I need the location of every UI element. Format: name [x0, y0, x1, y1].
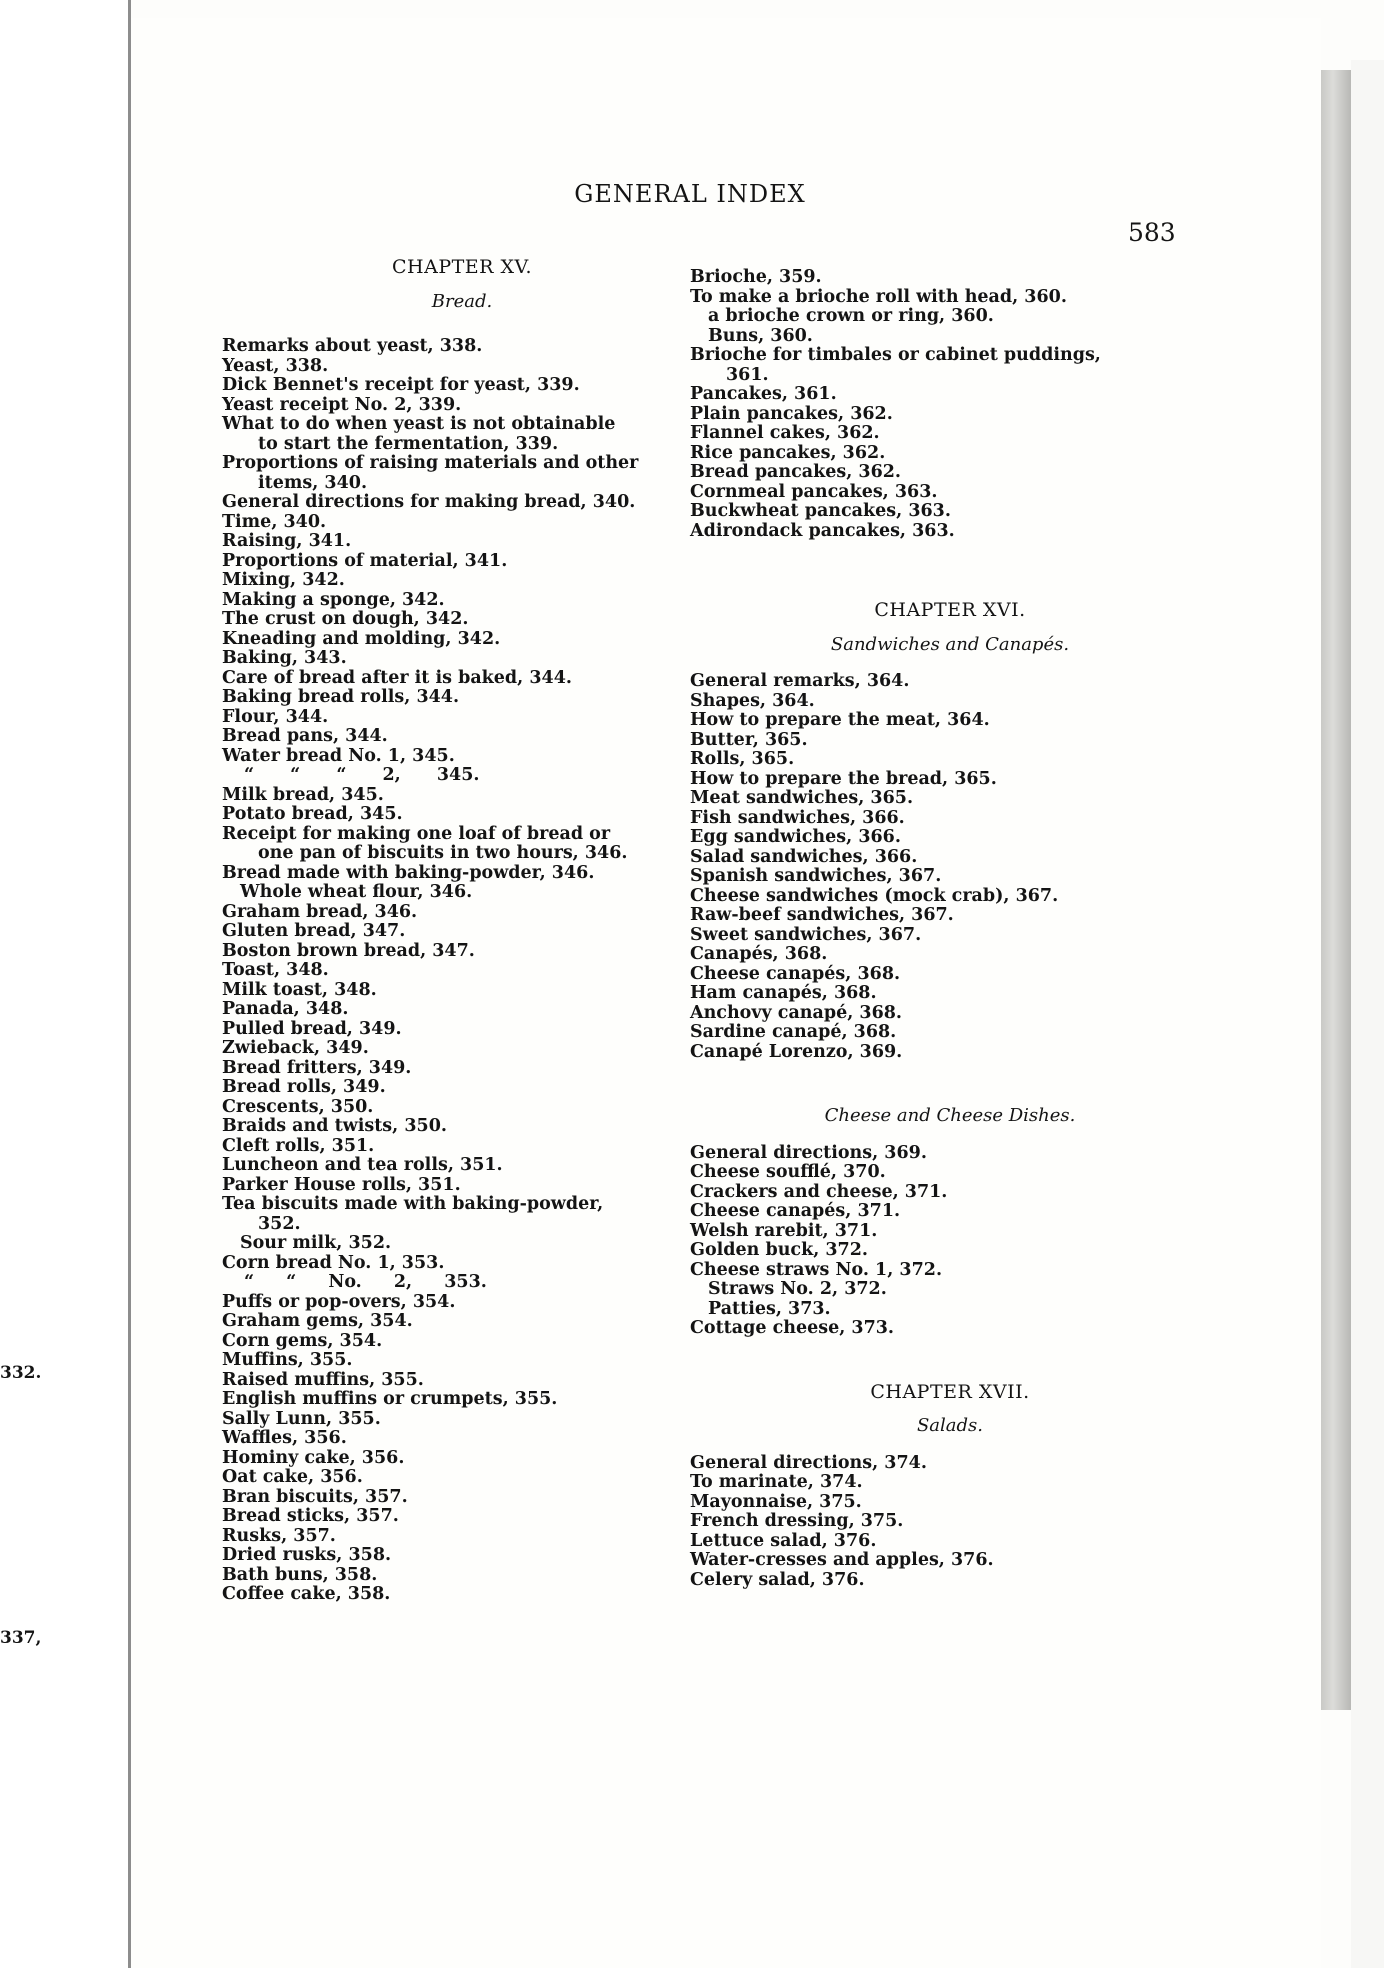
section-subtitle: Sandwiches and Canapés.: [830, 633, 1070, 655]
index-entry: Rolls, 365.: [690, 749, 795, 769]
index-entry: To marinate, 374.: [690, 1472, 863, 1492]
index-entry: Shapes, 364.: [690, 690, 815, 711]
facing-page-fragment: 337,: [0, 1628, 42, 1648]
index-entry: Corn bread No. 1, 353.: [222, 1252, 445, 1273]
index-entry: Graham gems, 354.: [222, 1311, 413, 1331]
chapter-heading: CHAPTER XV.: [392, 256, 532, 278]
index-entry: Puffs or pop-overs, 354.: [222, 1291, 456, 1312]
index-entry: Cheese canapés, 371.: [690, 1201, 901, 1221]
index-entry: Kneading and molding, 342.: [222, 628, 501, 649]
index-entry: Milk toast, 348.: [222, 979, 377, 1000]
index-entry: Mixing, 342.: [222, 570, 345, 590]
index-entry: Bread made with baking-powder, 346.: [222, 862, 595, 883]
index-entry: Proportions of raising materials and other: [222, 453, 639, 473]
chapter-heading: CHAPTER XVI.: [874, 599, 1026, 621]
index-entry: Time, 340.: [222, 511, 327, 532]
index-entry: Butter, 365.: [690, 729, 808, 750]
index-entry: Crescents, 350.: [222, 1096, 374, 1117]
index-entry: “ “ “ 2, 345.: [244, 765, 480, 785]
index-entry: Sardine canapé, 368.: [690, 1022, 897, 1042]
index-entry: General directions for making bread, 340.: [222, 492, 636, 512]
index-entry: Sweet sandwiches, 367.: [690, 924, 922, 945]
index-entry: Tea biscuits made with baking-powder,: [222, 1194, 604, 1214]
index-entry: Anchovy canapé, 368.: [690, 1002, 903, 1023]
section-subtitle: Bread.: [431, 290, 493, 312]
index-entry: Remarks about yeast, 338.: [222, 336, 483, 356]
index-entry: Salad sandwiches, 366.: [690, 846, 918, 867]
index-entry: Adirondack pancakes, 363.: [690, 520, 955, 541]
index-entry: Raising, 341.: [222, 531, 352, 551]
index-entry: Panada, 348.: [222, 999, 349, 1019]
index-entry: Boston brown bread, 347.: [222, 940, 475, 961]
running-head: GENERAL INDEX: [574, 180, 806, 208]
index-entry: How to prepare the bread, 365.: [690, 768, 997, 789]
index-entry: Coffee cake, 358.: [222, 1584, 391, 1604]
index-entry: Pulled bread, 349.: [222, 1018, 402, 1039]
index-entry: Egg sandwiches, 366.: [690, 827, 901, 847]
index-entry: Pancakes, 361.: [690, 384, 837, 404]
index-entry: Mayonnaise, 375.: [690, 1491, 862, 1512]
index-entry: Potato bread, 345.: [222, 804, 403, 824]
index-entry: Cheese straws No. 1, 372.: [690, 1259, 943, 1280]
index-entry: Braids and twists, 350.: [222, 1116, 447, 1136]
chapter-heading: CHAPTER XVII.: [870, 1380, 1030, 1403]
index-entry: items, 340.: [258, 472, 368, 493]
section-subtitle: Cheese and Cheese Dishes.: [824, 1105, 1076, 1126]
index-entry: Cheese canapés, 368.: [690, 963, 901, 984]
index-entry: Straws No. 2, 372.: [708, 1279, 887, 1299]
index-entry: Raw-beef sandwiches, 367.: [690, 905, 954, 925]
index-entry: Meat sandwiches, 365.: [690, 788, 914, 808]
index-entry: Making a sponge, 342.: [222, 589, 445, 610]
index-entry: Raised muffins, 355.: [222, 1369, 424, 1390]
index-entry: Bath buns, 358.: [222, 1564, 378, 1585]
index-entry: Plain pancakes, 362.: [690, 403, 893, 424]
index-entry: To make a brioche roll with head, 360.: [690, 286, 1067, 307]
index-entry: Luncheon and tea rolls, 351.: [222, 1155, 503, 1175]
index-entry: The crust on dough, 342.: [222, 609, 469, 629]
index-entry: Milk bread, 345.: [222, 784, 384, 805]
index-entry: Cheese soufflé, 370.: [690, 1162, 886, 1182]
index-entry: a brioche crown or ring, 360.: [708, 306, 994, 326]
index-entry: Patties, 373.: [708, 1298, 831, 1319]
index-entry: Cottage cheese, 373.: [690, 1318, 895, 1338]
index-entry: Dried rusks, 358.: [222, 1545, 392, 1565]
index-entry: Fish sandwiches, 366.: [690, 807, 905, 828]
right-column: [690, 268, 1210, 1590]
index-entry: Flannel cakes, 362.: [690, 423, 880, 443]
index-entry: Buckwheat pancakes, 363.: [690, 501, 951, 521]
index-entry: Rusks, 357.: [222, 1525, 336, 1546]
index-entry: Water-cresses and apples, 376.: [690, 1550, 994, 1570]
page-edge: [1321, 70, 1351, 1710]
index-entry: Muffins, 355.: [222, 1350, 353, 1370]
index-entry: General directions, 369.: [690, 1142, 927, 1163]
index-entry: Buns, 360.: [708, 325, 813, 346]
index-entry: Care of bread after it is baked, 344.: [222, 667, 572, 688]
index-entry: What to do when yeast is not obtainable: [222, 414, 616, 434]
index-entry: Waffles, 356.: [222, 1428, 347, 1448]
index-entry: one pan of biscuits in two hours, 346.: [258, 843, 628, 863]
index-entry: Flour, 344.: [222, 706, 329, 727]
index-entry: Whole wheat flour, 346.: [240, 882, 473, 902]
left-column: [222, 258, 702, 1605]
index-entry: Yeast receipt No. 2, 339.: [222, 394, 462, 415]
index-entry: How to prepare the meat, 364.: [690, 710, 990, 730]
index-entry: Bread pans, 344.: [222, 726, 388, 746]
index-entry: Bread rolls, 349.: [222, 1077, 386, 1097]
index-entry: Canapé Lorenzo, 369.: [690, 1041, 903, 1062]
index-entry: Zwieback, 349.: [222, 1038, 369, 1058]
index-entry: Lettuce salad, 376.: [690, 1530, 877, 1551]
index-entry: Bread fritters, 349.: [222, 1057, 412, 1078]
index-entry: 352.: [258, 1213, 301, 1234]
index-entry: Yeast, 338.: [222, 355, 329, 376]
index-entry: Bread pancakes, 362.: [690, 462, 902, 482]
index-entry: Ham canapés, 368.: [690, 983, 877, 1003]
index-entry: Sally Lunn, 355.: [222, 1408, 381, 1429]
index-entry: Receipt for making one loaf of bread or: [222, 823, 611, 844]
index-entry: Gluten bread, 347.: [222, 921, 406, 941]
index-entry: Corn gems, 354.: [222, 1330, 383, 1351]
index-entry: Proportions of material, 341.: [222, 550, 508, 571]
index-entry: General remarks, 364.: [690, 671, 910, 691]
index-entry: Oat cake, 356.: [222, 1467, 363, 1487]
index-entry: English muffins or crumpets, 355.: [222, 1389, 558, 1409]
index-entry: Brioche, 359.: [690, 267, 822, 287]
index-entry: Baking bread rolls, 344.: [222, 687, 460, 707]
index-entry: Celery salad, 376.: [690, 1569, 865, 1590]
index-entry: Dick Bennet's receipt for yeast, 339.: [222, 375, 580, 395]
index-entry: Spanish sandwiches, 367.: [690, 866, 942, 886]
index-entry: Parker House rolls, 351.: [222, 1174, 461, 1195]
index-entry: Baking, 343.: [222, 648, 347, 668]
facing-page: [0, 0, 131, 1968]
index-entry: Welsh rarebit, 371.: [690, 1220, 878, 1241]
index-entry: Brioche for timbales or cabinet puddings,: [690, 345, 1101, 365]
index-entry: to start the fermentation, 339.: [258, 433, 559, 454]
index-entry: French dressing, 375.: [690, 1511, 904, 1531]
page-number: 583: [1128, 218, 1176, 247]
index-entry: Bran biscuits, 357.: [222, 1486, 408, 1507]
index-entry: Water bread No. 1, 345.: [222, 745, 455, 766]
index-entry: Canapés, 368.: [690, 944, 828, 964]
index-entry: Cheese sandwiches (mock crab), 367.: [690, 885, 1059, 906]
index-entry: Graham bread, 346.: [222, 901, 418, 922]
index-entry: Sour milk, 352.: [240, 1233, 392, 1253]
index-entry: Bread sticks, 357.: [222, 1506, 399, 1526]
index-entry: Rice pancakes, 362.: [690, 442, 886, 463]
index-entry: General directions, 374.: [690, 1452, 927, 1473]
index-entry: Crackers and cheese, 371.: [690, 1181, 948, 1202]
margin-background: [1351, 60, 1384, 1968]
index-entry: 361.: [726, 364, 769, 385]
index-entry: Toast, 348.: [222, 960, 329, 980]
index-entry: Golden buck, 372.: [690, 1240, 868, 1260]
facing-page-fragment: 332.: [0, 1363, 42, 1383]
index-entry: Hominy cake, 356.: [222, 1447, 405, 1468]
section-subtitle: Salads.: [916, 1415, 984, 1436]
index-entry: “ “ No. 2, 353.: [244, 1272, 487, 1292]
index-entry: Cleft rolls, 351.: [222, 1135, 375, 1156]
index-entry: Cornmeal pancakes, 363.: [690, 481, 938, 502]
